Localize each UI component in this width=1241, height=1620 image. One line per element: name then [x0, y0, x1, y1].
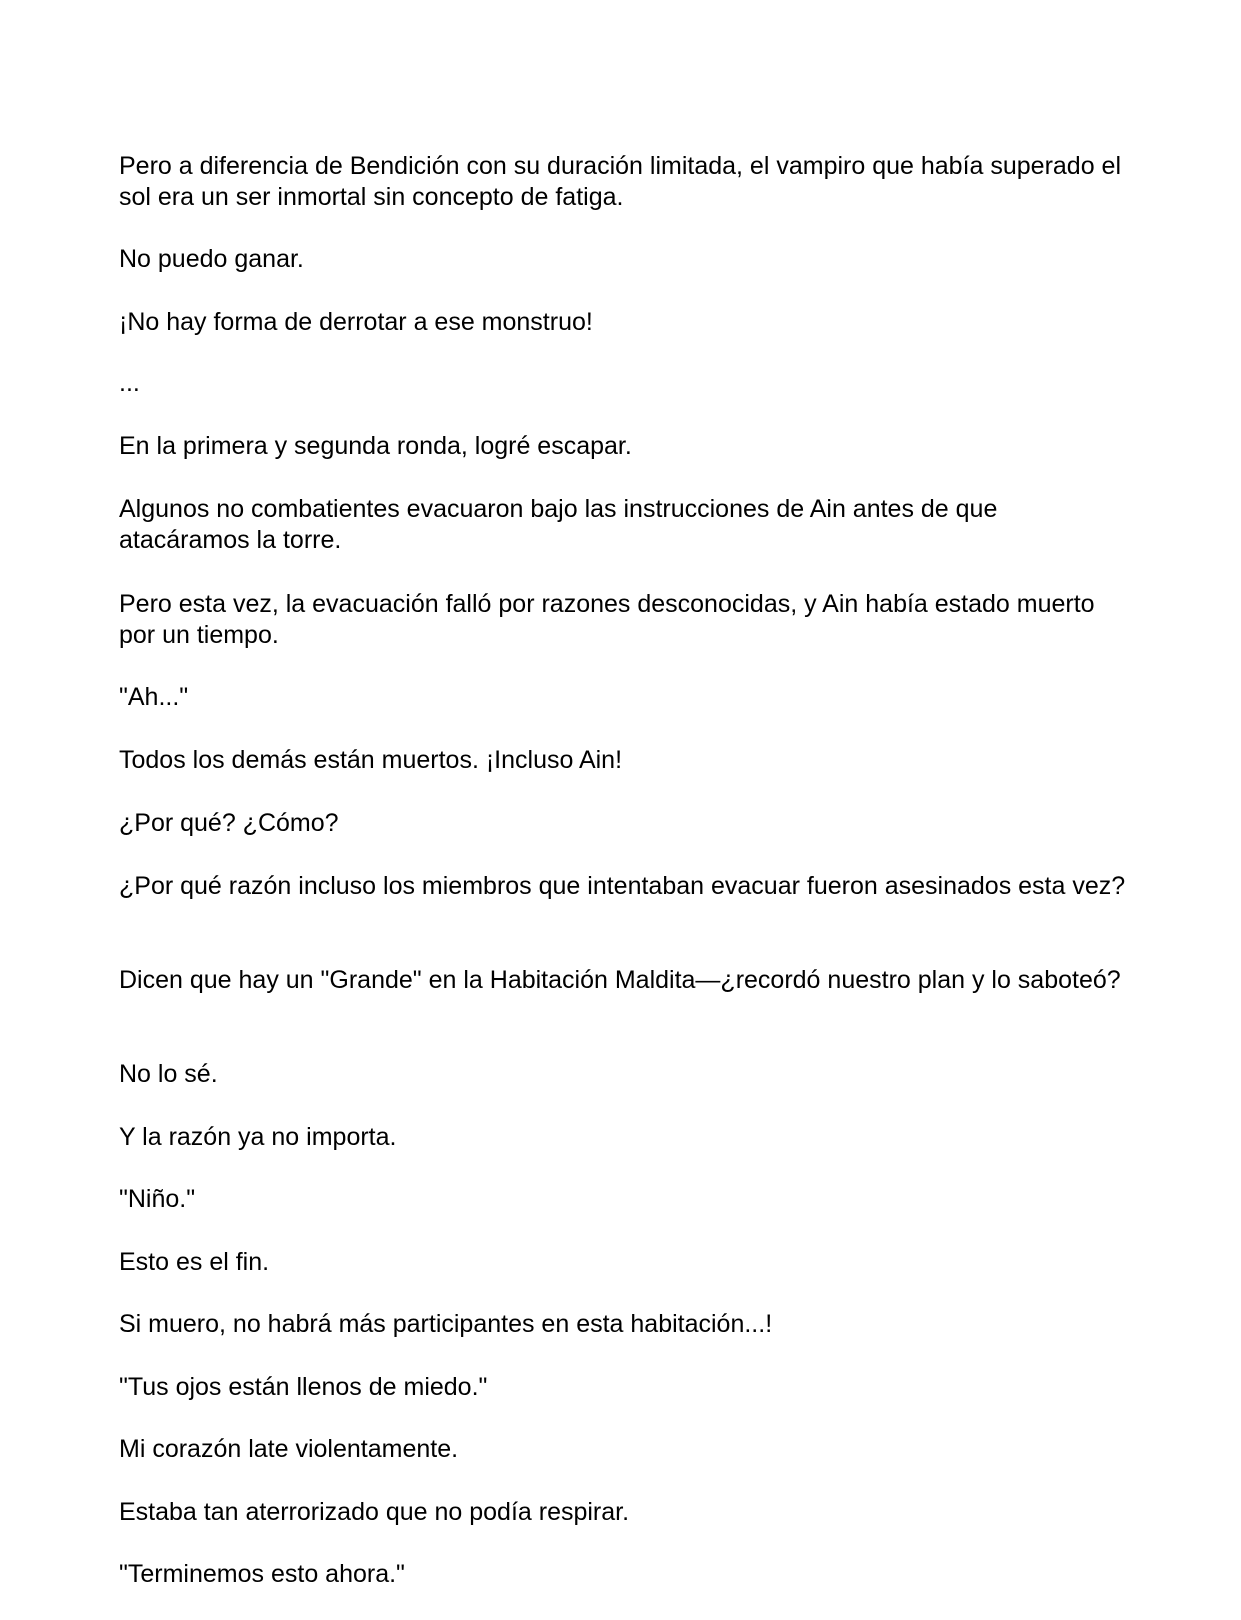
paragraph: Todos los demás están muertos. ¡Incluso Ain! — [119, 746, 623, 774]
paragraph: "Terminemos esto ahora." — [119, 1560, 405, 1588]
paragraph: "Tus ojos están llenos de miedo." — [119, 1373, 488, 1401]
paragraph: Si muero, no habrá más participantes en esta habitación...! — [119, 1310, 773, 1338]
paragraph: Y la razón ya no importa. — [119, 1123, 397, 1151]
paragraph: No lo sé. — [119, 1060, 218, 1088]
paragraph: ¡No hay forma de derrotar a ese monstruo! — [119, 308, 593, 336]
paragraph: ¿Por qué? ¿Cómo? — [119, 809, 339, 837]
paragraph: Algunos no combatientes evacuaron bajo las instrucciones de Ain antes de que atacáramos la torre. — [119, 495, 998, 554]
paragraph: Mi corazón late violentamente. — [119, 1435, 459, 1463]
paragraph: Pero esta vez, la evacuación falló por razones desconocidas, y Ain había estado muerto por un tiempo. — [119, 590, 1095, 649]
paragraph: Esto es el fin. — [119, 1248, 270, 1276]
paragraph: Estaba tan aterrorizado que no podía respirar. — [119, 1498, 630, 1526]
paragraph: En la primera y segunda ronda, logré escapar. — [119, 432, 632, 460]
paragraph: No puedo ganar. — [119, 245, 304, 273]
paragraph: ... — [119, 369, 140, 397]
paragraph: Pero a diferencia de Bendición con su duración limitada, el vampiro que había superado el sol era un ser inmortal sin concepto de fatiga. — [119, 152, 1122, 211]
paragraph: "Ah..." — [119, 683, 189, 711]
paragraph: ¿Por qué razón incluso los miembros que intentaban evacuar fueron asesinados esta vez? — [119, 872, 1126, 900]
paragraph: "Niño." — [119, 1185, 196, 1213]
paragraph: Dicen que hay un "Grande" en la Habitación Maldita—¿recordó nuestro plan y lo saboteó? — [119, 966, 1121, 994]
